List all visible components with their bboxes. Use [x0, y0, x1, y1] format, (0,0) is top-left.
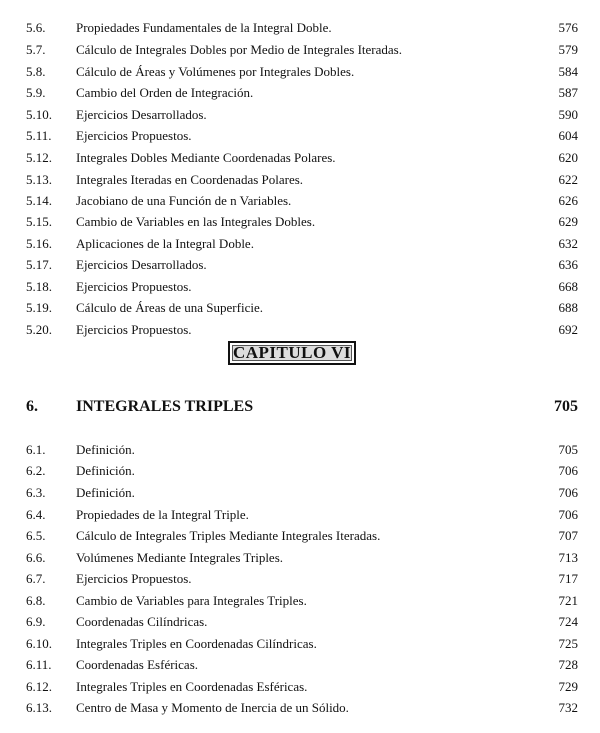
entry-page: 626 [558, 193, 578, 208]
entry-page: 668 [558, 279, 578, 294]
toc-row [0, 62, 600, 82]
toc-row [0, 634, 600, 654]
toc-row [0, 677, 600, 697]
entry-title: Aplicaciones de la Integral Doble. [76, 236, 254, 251]
entry-page: 632 [558, 236, 578, 251]
entry-title: Ejercicios Propuestos. [76, 322, 192, 337]
entry-number: 6.6. [26, 550, 46, 565]
toc-row [0, 255, 600, 275]
entry-title: Coordenadas Esféricas. [76, 657, 199, 672]
chapter-banner: CAPITULO VI [228, 341, 356, 365]
entry-number: 6.1. [26, 442, 46, 457]
entry-title: Cambio de Variables en las Integrales Dobles. [76, 214, 316, 229]
entry-title: Definición. [76, 485, 135, 500]
toc-row [0, 320, 600, 340]
entry-page: 717 [558, 571, 578, 586]
toc-row [0, 105, 600, 125]
entry-number: 5.9. [26, 85, 46, 100]
toc-row [0, 548, 600, 568]
entry-number: 5.14. [26, 193, 52, 208]
entry-title: Integrales Iteradas en Coordenadas Polares. [76, 172, 304, 187]
toc-row [0, 440, 600, 460]
entry-number: 5.13. [26, 172, 52, 187]
section-number: 6. [26, 398, 38, 415]
entry-page: 706 [558, 507, 578, 522]
entry-title: Definición. [76, 442, 135, 457]
entry-page: 724 [558, 614, 578, 629]
entry-page: 692 [558, 322, 578, 337]
entry-title: Volúmenes Mediante Integrales Triples. [76, 550, 284, 565]
toc-row [0, 191, 600, 211]
entry-title: Ejercicios Propuestos. [76, 128, 192, 143]
entry-page: 579 [558, 42, 578, 57]
toc-row [0, 83, 600, 103]
entry-page: 622 [558, 172, 578, 187]
entry-number: 6.4. [26, 507, 46, 522]
entry-number: 6.9. [26, 614, 46, 629]
toc-row [0, 277, 600, 297]
entry-title: Cálculo de Integrales Triples Mediante Integrales Iteradas. [76, 528, 381, 543]
entry-page: 636 [558, 257, 578, 272]
entry-number: 6.10. [26, 636, 52, 651]
toc-row [0, 212, 600, 232]
entry-title: Cálculo de Áreas de una Superficie. [76, 300, 263, 315]
entry-title: Integrales Dobles Mediante Coordenadas Polares. [76, 150, 336, 165]
entry-page: 707 [558, 528, 578, 543]
entry-number: 5.18. [26, 279, 52, 294]
entry-title: Cálculo de Áreas y Volúmenes por Integrales Dobles. [76, 64, 355, 79]
entry-title: Coordenadas Cilíndricas. [76, 614, 208, 629]
entry-page: 590 [558, 107, 578, 122]
entry-title: Centro de Masa y Momento de Inercia de un Sólido. [76, 700, 349, 715]
entry-number: 5.15. [26, 214, 52, 229]
entry-number: 6.2. [26, 463, 46, 478]
toc-row [0, 18, 600, 38]
entry-page: 721 [558, 593, 578, 608]
entry-title: Integrales Triples en Coordenadas Cilíndricas. [76, 636, 317, 651]
entry-title: Ejercicios Propuestos. [76, 279, 192, 294]
toc-row [0, 298, 600, 318]
entry-title: Integrales Triples en Coordenadas Esféricas. [76, 679, 308, 694]
toc-row [0, 483, 600, 503]
entry-number: 5.7. [26, 42, 46, 57]
entry-number: 5.19. [26, 300, 52, 315]
entry-title: Ejercicios Desarrollados. [76, 257, 207, 272]
entry-number: 5.16. [26, 236, 52, 251]
entry-page: 706 [558, 463, 578, 478]
toc-row [0, 505, 600, 525]
entry-page: 705 [558, 442, 578, 457]
entry-number: 5.10. [26, 107, 52, 122]
entry-page: 732 [558, 700, 578, 715]
entry-title: Ejercicios Desarrollados. [76, 107, 207, 122]
section-title: INTEGRALES TRIPLES [76, 398, 254, 415]
entry-number: 5.8. [26, 64, 46, 79]
entry-number: 6.7. [26, 571, 46, 586]
entry-title: Cambio de Variables para Integrales Triples. [76, 593, 307, 608]
entry-number: 6.11. [26, 657, 52, 672]
entry-title: Cambio del Orden de Integración. [76, 85, 254, 100]
entry-number: 5.20. [26, 322, 52, 337]
entry-number: 6.12. [26, 679, 52, 694]
toc-row [0, 655, 600, 675]
toc-row [0, 461, 600, 481]
entry-title: Cálculo de Integrales Dobles por Medio de Integrales Iteradas. [76, 42, 402, 57]
toc-row [0, 591, 600, 611]
toc-row [0, 612, 600, 632]
toc-row [0, 234, 600, 254]
entry-title: Propiedades de la Integral Triple. [76, 507, 249, 522]
entry-number: 6.5. [26, 528, 46, 543]
entry-page: 620 [558, 150, 578, 165]
section-heading [0, 396, 600, 418]
entry-page: 713 [558, 550, 578, 565]
entry-number: 5.11. [26, 128, 52, 143]
entry-page: 604 [558, 128, 578, 143]
entry-page: 629 [558, 214, 578, 229]
entry-number: 6.13. [26, 700, 52, 715]
toc-row [0, 569, 600, 589]
section-page: 705 [554, 398, 578, 415]
entry-number: 5.6. [26, 20, 46, 35]
entry-number: 5.12. [26, 150, 52, 165]
entry-title: Jacobiano de una Función de n Variables. [76, 193, 292, 208]
entry-title: Propiedades Fundamentales de la Integral Doble. [76, 20, 332, 35]
toc-row [0, 126, 600, 146]
entry-page: 688 [558, 300, 578, 315]
toc-row [0, 148, 600, 168]
toc-row [0, 40, 600, 60]
entry-page: 584 [558, 64, 578, 79]
entry-number: 6.3. [26, 485, 46, 500]
entry-page: 728 [558, 657, 578, 672]
entry-page: 587 [558, 85, 578, 100]
entry-title: Ejercicios Propuestos. [76, 571, 192, 586]
entry-page: 576 [558, 20, 578, 35]
toc-row [0, 170, 600, 190]
entry-page: 725 [558, 636, 578, 651]
toc-row [0, 698, 600, 718]
entry-title: Definición. [76, 463, 135, 478]
entry-page: 706 [558, 485, 578, 500]
toc-row [0, 526, 600, 546]
entry-page: 729 [558, 679, 578, 694]
entry-number: 5.17. [26, 257, 52, 272]
entry-number: 6.8. [26, 593, 46, 608]
